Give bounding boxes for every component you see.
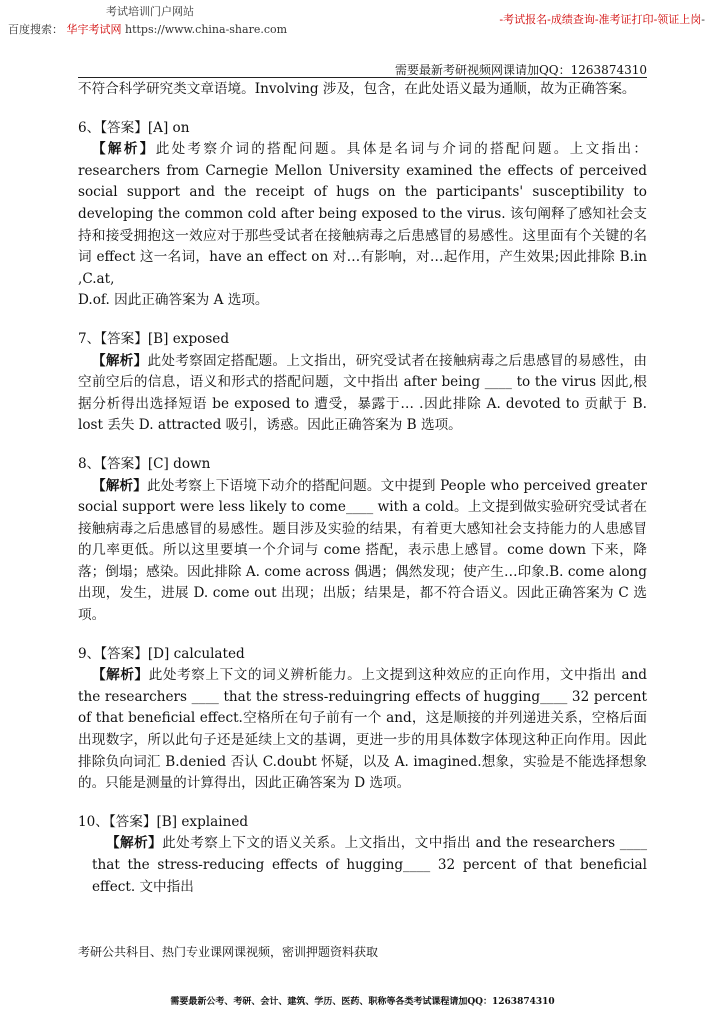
footer-note: 考研公共科目、热门专业课网课视频，密训押题资料获取: [78, 945, 379, 959]
q6-analysis: [78, 139, 647, 290]
contact-qq: 需要最新考研视频网课请加QQ：1263874310: [394, 63, 647, 77]
q10-analysis-text: 此处考察上下文的语义关系。上文指出，文中指出 and the researchers ____ that the stress-reducing effects of hugging____ 32 percent of that beneficial effect. 文中指出: [92, 835, 647, 895]
q10-heading: 10、【答案】[B] explained: [78, 813, 249, 830]
q9-analysis-text: 此处考察上下文的词义辨析能力。上文提到这种效应的正向作用，文中指出 and the researchers ____ that the stress-reduingring effects of hugging____ 32 percent of that beneficial effect.空格所在句子前有一个 and，这是顺接的并列递进关系，空格后面出现数字，所以此句子还是延续上文的基调，更进一步的用具体数字体现这种正向作用。因此排除负向词汇 B.denied 否认 C.doubt 怀疑，以及 A. imagined.想象，实验是不能选择想象的。只能是测量的计算得出，因此正确答案为 D 选项。: [78, 667, 648, 792]
q7-heading: 7、【答案】[B] exposed: [78, 330, 230, 347]
q8-heading: 8、【答案】[C] down: [78, 455, 211, 472]
q6-heading: 6、【答案】[A] on: [78, 119, 190, 136]
q7-analysis: [78, 351, 647, 437]
q8-analysis: [78, 476, 647, 627]
footer-contact: 需要最新公考、考研、会计、建筑、学历、医药、职称等各类考试课程请加QQ：1263874310: [170, 997, 555, 1007]
site-url[interactable]: https://www.china-share.com: [125, 23, 288, 36]
q6-extra: D.of. 因此正确答案为 A 选项。: [78, 292, 269, 309]
q7-analysis-text: 此处考察固定搭配题。上文指出，研究受试者在接触病毒之后患感冒的易感性，由空前空后的信息，语义和形式的搭配问题，文中指出 after being ____ to the virus 因此,根据分析得出选择短语 be exposed to 遭受，暴露于… .因此排除 A. devoted to 贡献于 B. lost 丢失 D. attracted 吸引，诱惑。因此正确答案为 B 选项。: [78, 352, 647, 434]
q8-analysis-label: 【解析】: [92, 477, 147, 494]
link-score-query[interactable]: -成绩查询: [547, 13, 595, 26]
link-separator: -: [701, 13, 705, 26]
q7-analysis-label: 【解析】: [92, 352, 148, 369]
document-body: [78, 79, 647, 898]
site-title: 考试培训门户网站: [106, 5, 194, 18]
q9-analysis: [78, 665, 647, 795]
q6-analysis-text: 此处考察介词的搭配问题。具体是名词与介词的搭配问题。上文指出：researchers from Carnegie Mellon University examined the effects of perceived social support and the receipt of hugs on the participants' susceptibility to developing the common cold after being exposed to the virus. 该句阐释了感知社会支持和接受拥抱这一效应对于那些受试者在接触病毒之后患感冒的易感性。这里面有个关键的名词 effect 这一名词，have an effect on 对…有影响，对…起作用，产生效果;因此排除 B.in ,C.at,: [78, 141, 648, 287]
link-exam-registration[interactable]: -考试报名: [499, 13, 548, 26]
q9-heading: 9、【答案】[D] calculated: [78, 645, 245, 662]
search-label: 百度搜索：: [8, 23, 63, 36]
q8-analysis-text: 此处考察上下语境下动介的搭配问题。文中提到 People who perceived greater social support were less likely to come____ with a cold。上文提到做实验研究受试者在接触病毒之后患感冒的易感性。题目涉及实验的结果，有着更大感知社会支持能力的人患感冒的几率更低。所以这里要填一个介词与 come 搭配，表示患上感冒。come down 下来，降落；倒塌；感染。因此排除 A. come across 偶遇；偶然发现；使产生…印象.B. come along 出现，发生，进展 D. come out 出现；出版；结果是，都不符合语义。因此正确答案为 C 选项。: [78, 477, 647, 624]
header-links: [499, 11, 705, 27]
header-divider: [78, 77, 647, 78]
continued-paragraph: 不符合科学研究类文章语境。Involving 涉及，包含，在此处语义最为通顺，故为正确答案。: [78, 81, 636, 97]
q9-analysis-label: 【解析】: [92, 667, 149, 684]
q10-analysis: [78, 833, 647, 898]
search-brand-link[interactable]: 华宇考试网: [66, 23, 122, 36]
search-line: [8, 21, 287, 37]
link-certificate[interactable]: -领证上岗: [653, 13, 702, 26]
link-admission-ticket[interactable]: -准考证打印: [594, 13, 654, 26]
q6-analysis-label: 【解析】: [92, 141, 156, 158]
q10-analysis-label: 【解析】: [106, 835, 163, 852]
